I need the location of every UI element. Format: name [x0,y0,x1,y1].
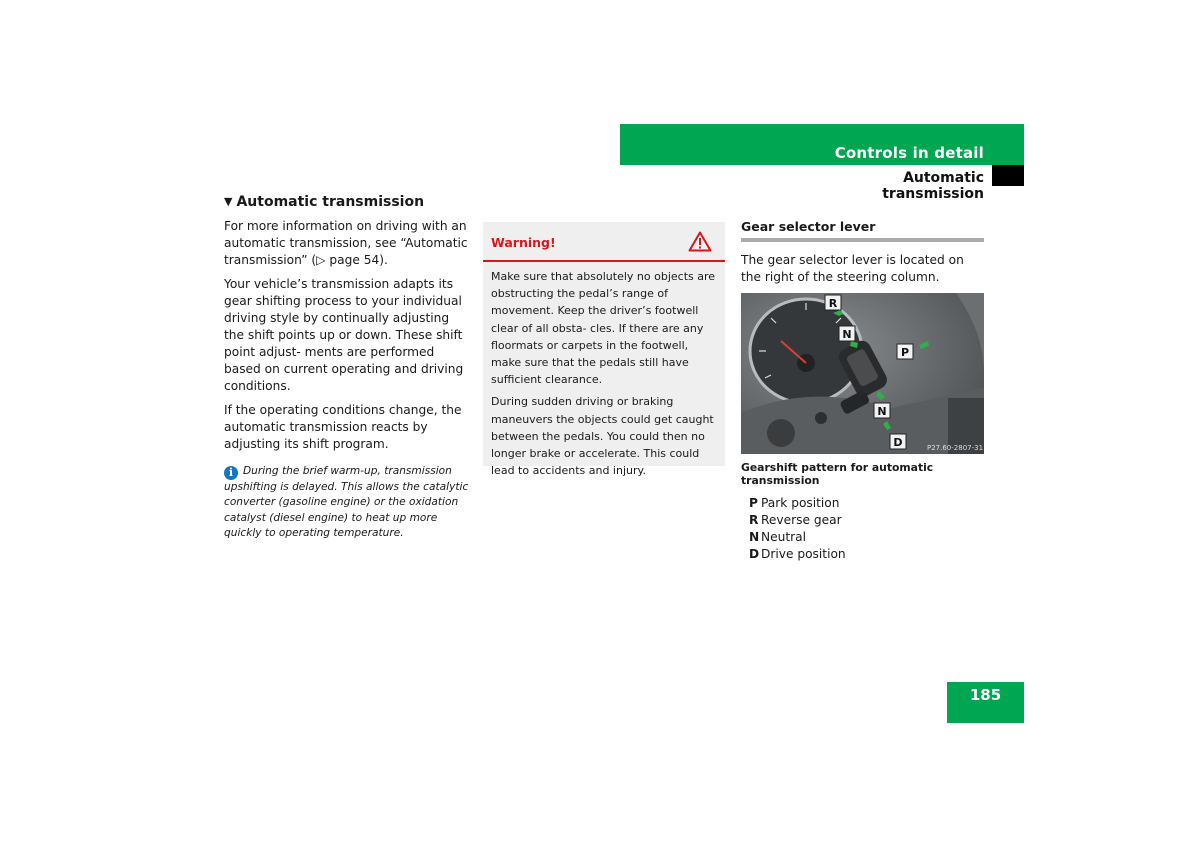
photo-label-n-top: N [842,328,852,341]
gear-item-reverse [741,512,984,529]
left-column [224,194,470,541]
page-number-box [947,682,1024,723]
section-triangle-icon: ▼ [224,195,233,208]
gear-selector-heading: Gear selector lever [741,219,984,242]
warning-paragraph-1: Make sure that absolutely no objects are obstructing the pedal’s range of movement. Keep the driver’s footwell clear of all obsta- cles. If there are any floormats or carpets in the footwell, make sure that the pedals still have sufficient clearance. [491,270,716,387]
automatic-transmission-heading [224,194,470,210]
warning-triangle-icon [688,231,712,252]
warning-paragraph-2: During sudden driving or braking maneuvers the objects could get caught between the pedals. You could then no longer brake or accelerate. This could lead to accidents and injury. [491,395,714,478]
intro-paragraph: For more information on driving with an automatic transmission, see “Automatic transmission” (▷ page 54). [224,219,468,267]
section-tab-marker [992,165,1024,186]
photo-label-n-bottom: N [877,405,887,418]
operating-conditions-paragraph: If the operating conditions change, the automatic transmission reacts by adjusting its shift program. [224,403,462,451]
photo-label-r: R [828,297,838,310]
right-column [741,219,984,563]
gear-label: Park position [761,496,840,510]
warning-header [483,222,725,262]
gear-label: Drive position [761,547,846,561]
heading-text: Automatic transmission [236,194,425,210]
gear-position-list [741,495,984,563]
gear-selector-paragraph: The gear selector lever is located on the right of the steering column. [741,253,964,284]
chapter-header-bar [620,124,1024,165]
gear-item-drive [741,546,984,563]
gear-label: Reverse gear [761,513,842,527]
warning-title: Warning! [491,235,556,250]
info-note-text: During the brief warm-up, transmission upshifting is delayed. This allows the catalytic converter (gasoline engine) or the oxidation catalyst (diesel engine) to heat up more quickly to operating temperature. [224,465,469,539]
photo-caption: Gearshift pattern for automatic transmission [741,461,934,487]
gearshift-photo [741,293,984,454]
photo-code: P27.60-2807-31 [927,444,984,452]
photo-label-p: P [900,346,910,359]
warning-body [483,262,725,479]
adaptation-paragraph: Your vehicle’s transmission adapts its gear shifting process to your individual driving style by continually adjusting the shift points up or down. These shift point adjust- ments are performed based on current operating and driving conditions. [224,277,464,393]
gear-item-neutral [741,529,984,546]
gear-item-park [741,495,984,512]
warning-box [483,222,725,478]
section-title: Automatic transmission [882,170,984,202]
gear-key: P [749,496,758,510]
gear-key: D [749,547,760,561]
info-icon: i [224,466,238,480]
gear-key: R [749,513,759,527]
chapter-title: Controls in detail [834,144,984,162]
page-number: 185 [969,686,1002,704]
photo-label-d: D [893,436,903,449]
info-note [224,464,470,541]
gear-key: N [749,530,760,544]
gear-label: Neutral [761,530,806,544]
